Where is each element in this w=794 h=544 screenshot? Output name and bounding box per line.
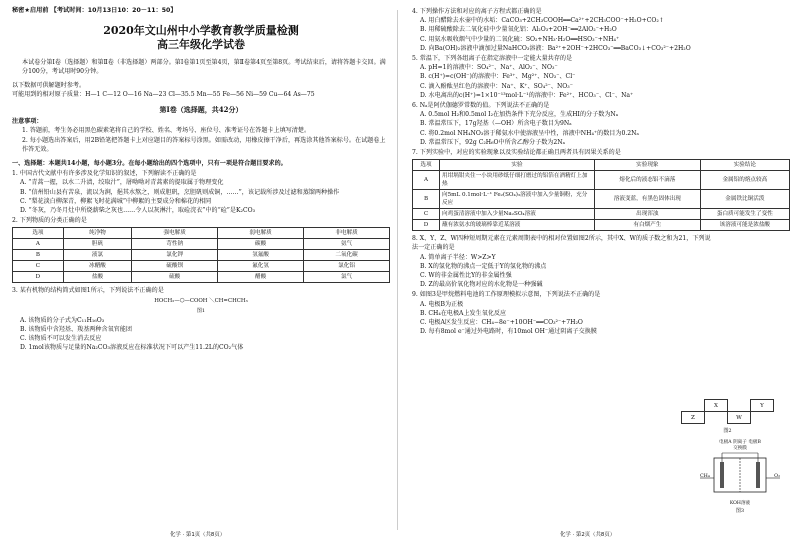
- table-row: [413, 220, 790, 231]
- q6-option-a: A. 0.5mol H₂和0.5mol I₂在加热条件下充分反应，生成HI的分子数为Nₐ: [420, 111, 619, 119]
- table-cell: 氨气: [304, 239, 390, 250]
- atomic-masses: 可能用到的相对原子质量：H—1 C—12 O—16 Na—23 Cl—35.5 Mn—55 Fe—56 Ni—59 Cu—64 As—75: [12, 90, 315, 98]
- table-header: 实验现象: [595, 160, 701, 171]
- q3-option-c: C. 该物质不可以发生消去反应: [20, 335, 102, 343]
- question-2: 2. 下列物质的分类正确的是: [12, 217, 87, 225]
- table-cell: 蛋白质可能发生了变性: [700, 209, 789, 220]
- q9-option-c: C. 电极A区发生反应：CH₄−8e⁻+10OH⁻══CO₃²⁻+7H₂O: [420, 319, 583, 327]
- question-7: 7. 下列实验中，对应的实验现象以及实验结论都正确且两者具有因果关系的是: [412, 149, 621, 157]
- table-header: 非电解质: [304, 228, 390, 239]
- table-header: 实验结论: [700, 160, 789, 171]
- table-header: 选项: [413, 160, 440, 171]
- left-column: [12, 6, 390, 353]
- table-cell: 冰醋酸: [63, 261, 131, 272]
- table-row: [413, 209, 790, 220]
- question-1: 1. 中国古代文献中有许多涉及化学知识的叙述，下列解读不正确的是: [12, 170, 197, 178]
- table-cell: [705, 412, 728, 424]
- table-cell: 熔化后的液态铝不滴落: [595, 171, 701, 190]
- q4-option-a: A. 用白醋除去水壶中的水垢：CaCO₃+2CH₃COOH══Ca²⁺+2CH₃COO⁻+H₂O+CO₂↑: [420, 17, 664, 25]
- exam-subtitle: 高三年级化学试卷: [157, 38, 245, 52]
- table-cell: [751, 412, 774, 424]
- table-header-row: [413, 160, 790, 171]
- table-header: 实验: [440, 160, 595, 171]
- table-cell: C: [13, 261, 64, 272]
- figure-3-caption: 图3: [735, 508, 745, 514]
- q2-table: [12, 227, 390, 283]
- fig3-ch4-label: CH₄: [700, 474, 710, 479]
- q6-option-b: B. 常温常压下，17g羟基（—OH）所含电子数目为9Nₐ: [420, 120, 572, 128]
- q3-option-b: B. 该物质中含羟基、羧基两种含氧官能团: [20, 326, 132, 334]
- fig3-title: 电极A 阴离子 电极B: [719, 440, 761, 445]
- intro-data-note: 以下数据可供解题时参考。: [12, 81, 86, 89]
- q9-option-d: D. 每有8mol e⁻通过外电路时，有10mol OH⁻通过阴离子交换膜: [420, 328, 597, 336]
- table-row: [682, 412, 774, 424]
- table-row: [13, 261, 390, 272]
- table-cell: 氯化铝: [304, 261, 390, 272]
- question-6: 6. Nₐ是阿伏伽德罗常数的值。下列说法不正确的是: [412, 102, 550, 110]
- figure-1-caption: 图1: [196, 307, 206, 314]
- table-cell: 碳酸: [218, 239, 304, 250]
- q9-option-b: B. CH₄在电极A上发生氧化反应: [420, 309, 507, 317]
- q1-option-b: B. “信州铅山县有苦泉，流以为涧，挹其水熬之，则成胆矾，烹胆矾则成铜，……”，该记载所涉及过滤和蒸馏两种操作: [20, 188, 340, 196]
- table-cell: 氟化氢: [218, 261, 304, 272]
- table-header: 强电解质: [132, 228, 218, 239]
- q3-option-a: A. 该物质的分子式为C₁₁H₁₆O₃: [20, 316, 105, 324]
- exam-title: 2020年文山州中小学教育教学质量检测: [103, 24, 299, 38]
- table-cell: 溶液变蓝，有黑色固体出现: [595, 190, 701, 209]
- table-row: [682, 400, 774, 412]
- question-8: 8. X、Y、Z、W四种短周期元素在元素周期表中的相对位置如图2所示，其中X、W的质子数之和为21，下列说法一定正确的是: [412, 235, 711, 252]
- table-cell: [728, 400, 751, 412]
- page-footer-left: 化学 · 第1页（共8页）: [170, 532, 226, 538]
- q8-option-d: D. Z的最高价氧化物对应的水化物是一种强碱: [420, 281, 543, 289]
- table-cell: B: [413, 190, 440, 209]
- page-footer-right: 化学 · 第2页（共8页）: [560, 532, 616, 538]
- fig3-o2-label: O₂: [774, 474, 780, 479]
- question-3: 3. 某有机物的结构简式如图1所示，下列说法不正确的是: [12, 287, 164, 295]
- q3-option-d: D. 1mol该物质与足量的Na₂CO₃溶液反应在标准状况下可以产生11.2L的CO₂气体: [20, 344, 244, 352]
- table-cell: Z: [682, 412, 705, 424]
- fig3-electrolyte-label: KOH溶液: [729, 501, 751, 506]
- table-row: [13, 272, 390, 283]
- q7-table: [412, 159, 790, 231]
- table-cell: [682, 400, 705, 412]
- question-5: 5. 常温下，下列各组离子在指定溶液中一定能大量共存的是: [412, 55, 573, 63]
- table-header: 选项: [13, 228, 64, 239]
- q9-option-a: A. 电极B为正极: [420, 300, 464, 308]
- table-cell: W: [728, 412, 751, 424]
- table-cell: 硫酸钡: [132, 261, 218, 272]
- exam-header: 秘密★启用前 【考试时间：10月13日10：20－11：50】: [12, 7, 177, 14]
- table-cell: 蘸有浓氨水的玻璃棒靠近某溶液: [440, 220, 595, 231]
- figure-2-caption: 图2: [723, 428, 732, 434]
- table-cell: 氯化钾: [132, 250, 218, 261]
- q5-option-c: C. 滴入酚酞呈红色的溶液中：Na⁺、K⁺、SO₄²⁻、NO₃⁻: [420, 82, 573, 90]
- table-row: [413, 171, 790, 190]
- table-row: [13, 239, 390, 250]
- table-cell: 金属铝的熔点较高: [700, 171, 789, 190]
- q6-option-c: C. 将0.2mol NH₄NO₃溶于稀氨水中使溶液呈中性，溶液中NH₄⁺的数目为0.2Nₐ: [420, 129, 639, 137]
- table-cell: 有白烟产生: [595, 220, 701, 231]
- table-row: [413, 190, 790, 209]
- table-cell: X: [705, 400, 728, 412]
- fig3-membrane-label: 交换膜: [733, 446, 747, 451]
- q5-option-b: B. c(H⁺)=c(OH⁻)的溶液中：Fe³⁺、Mg²⁺、NO₃⁻、Cl⁻: [420, 73, 576, 81]
- q5-option-a: A. pH=1的溶液中：SO₄²⁻、Na⁺、AlO₂⁻、NO₃⁻: [420, 64, 558, 72]
- question-9: 9. 如图3是甲烷燃料电池的工作原理模拟示意图，下列说法不正确的是: [412, 291, 601, 299]
- table-cell: D: [13, 272, 64, 283]
- table-cell: Y: [751, 400, 774, 412]
- table-cell: 液氯: [63, 250, 131, 261]
- q1-option-c: C. “梨花淡白柳深青，柳絮飞时花满城”中柳絮的主要成分和棉花的相同: [20, 197, 212, 205]
- table-header: 弱电解质: [218, 228, 304, 239]
- q1-option-d: D. “冬灰，乃冬月灶中所烧薪柴之灰也……令人以灰淋汁，取硷浣衣”中的“硷”是K₂CO₃: [20, 207, 256, 215]
- table-header-row: [13, 228, 390, 239]
- table-cell: 硫酸: [132, 272, 218, 283]
- table-cell: 向5mL 0.1mol·L⁻¹ Fe₂(SO₄)₃溶液中加入少量铜粉，充分反应: [440, 190, 595, 209]
- table-cell: A: [13, 239, 64, 250]
- table-cell: 金属铁比铜活泼: [700, 190, 789, 209]
- fuel-cell-diagram: [700, 452, 780, 497]
- q6-option-d: D. 常温常压下，92g C₂H₆O中所含乙醇分子数为2Nₐ: [420, 138, 565, 146]
- notes-title: 注意事项：: [12, 118, 43, 126]
- table-row: [13, 250, 390, 261]
- part-instructions: 一、选择题：本题共14小题，每小题3分。在每小题给出的四个选项中，只有一项是符合题目要求的。: [12, 160, 287, 168]
- table-cell: 该溶液可能是浓盐酸: [700, 220, 789, 231]
- structure-formula: HOCH₂—⬡—COOH ＼CH=CHCH₃: [154, 297, 248, 304]
- table-cell: 向鸡蛋清溶液中加入少量Na₂SO₄溶液: [440, 209, 595, 220]
- q4-option-b: B. 用稀硫酸除去二氧化硅中少量氧化铝：Al₂O₃+2OH⁻══2AlO₂⁻+H₂O: [420, 26, 617, 34]
- q4-option-d: D. 向Ba(OH)₂溶液中滴加过量NaHCO₃溶液：Ba²⁺+2OH⁻+2HCO₃⁻══BaCO₃↓+CO₃²⁻+2H₂O: [420, 44, 691, 52]
- q8-option-b: B. X的氢化物的沸点一定低于Y的氢化物的沸点: [420, 262, 547, 270]
- table-cell: 二氧化碳: [304, 250, 390, 261]
- note-1: 1. 答题前，考生务必用黑色碳素笔将自己的学校、姓名、考场号、座位号、准考证号在答题卡上填写清楚。: [22, 127, 311, 135]
- right-column: [412, 6, 790, 336]
- q8-option-a: A. 简单离子半径：W>Z>Y: [420, 253, 496, 261]
- q5-option-d: D. 水电离出的c(H⁺)=1×10⁻¹³mol·L⁻¹的溶液中：Fe²⁺、HCO₃⁻、Cl⁻、Na⁺: [420, 91, 634, 99]
- table-cell: 胆矾: [63, 239, 131, 250]
- question-4: 4. 下列操作方法和对应的离子方程式都正确的是: [412, 8, 542, 15]
- table-cell: 醋酸: [218, 272, 304, 283]
- table-cell: 出现浑浊: [595, 209, 701, 220]
- table-cell: 用坩埚钳夹住一小块用砂纸仔细打磨过的铝箔在酒精灯上加热: [440, 171, 595, 190]
- table-cell: 苛性钠: [132, 239, 218, 250]
- section-title: 第Ⅰ卷（选择题，共42分）: [159, 105, 243, 115]
- table-cell: C: [413, 209, 440, 220]
- intro-paragraph: 本试卷分第Ⅰ卷（选择题）和第Ⅱ卷（非选择题）两部分。第Ⅰ卷第1页至第4页，第Ⅱ卷第4页至第8页。考试结束后，请将答题卡交回。满分100分，考试用时90分钟。: [22, 59, 386, 76]
- q8-option-c: C. W的非金属性比Y的非金属性强: [420, 272, 512, 280]
- q4-option-c: C. 用氨水吸收烟气中少量的二氧化硫：SO₂+NH₃·H₂O══HSO₃⁻+NH₄⁺: [420, 35, 620, 43]
- table-header: 纯净物: [63, 228, 131, 239]
- table-cell: D: [413, 220, 440, 231]
- table-cell: B: [13, 250, 64, 261]
- table-cell: 氯气: [304, 272, 390, 283]
- column-divider: [397, 10, 398, 530]
- table-cell: 盐酸: [63, 272, 131, 283]
- q1-option-a: A. “青蒿一握，以水二升渍，绞取汁”，屠呦呦对青蒿素的提取属于物理变化: [20, 179, 224, 187]
- figure-3-fuel-cell: [700, 440, 780, 515]
- table-cell: A: [413, 171, 440, 190]
- figure-2-periodic-table: [681, 397, 774, 434]
- note-2: 2. 每小题选出答案后，用2B铅笔把答题卡上对应题目的答案标号涂黑。如需改动，用橡皮擦干净后，再选涂其他答案标号。在试题卷上作答无效。: [22, 136, 386, 153]
- table-cell: 氢氟酸: [218, 250, 304, 261]
